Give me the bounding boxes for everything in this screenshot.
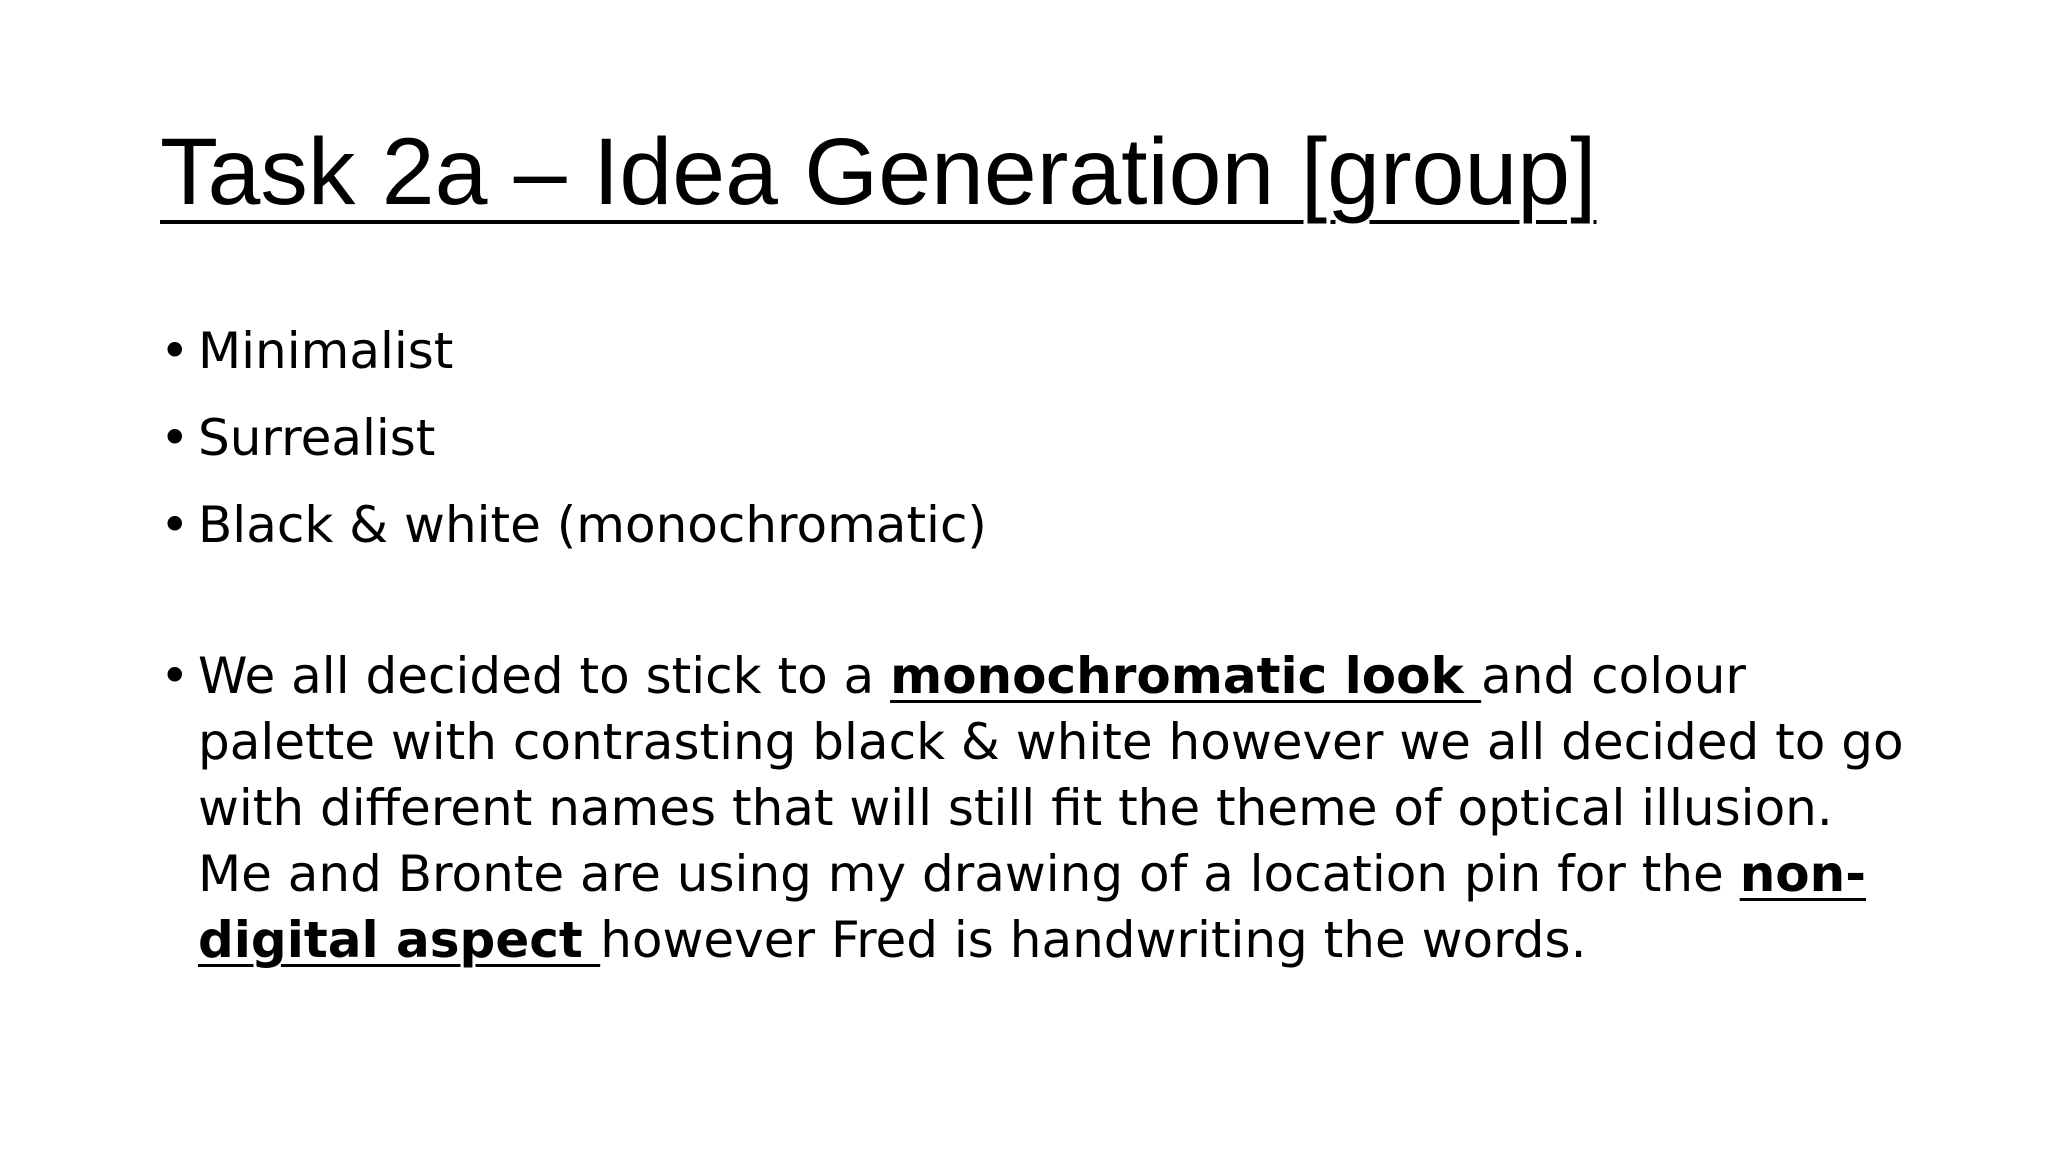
paragraph-text: and colour palette with contrasting black & white however we all decided to go with different names that will still fit the theme of optical illusion. Me and Bronte are using my drawing of a location pin for the xyxy=(198,647,1904,903)
paragraph-text: We all decided to stick to a xyxy=(198,647,891,705)
bullet-item xyxy=(160,492,1920,558)
paragraph-text: however Fred is handwriting the words. xyxy=(600,911,1587,969)
bullet-list xyxy=(160,318,1920,994)
bullet-dot: • xyxy=(160,409,190,467)
bullet-dot: • xyxy=(160,496,190,554)
bullet-item xyxy=(160,405,1920,471)
emphasis-non-digital-aspect: non-digital aspect xyxy=(198,845,1866,969)
bullet-dot: • xyxy=(160,322,190,380)
bullet-text: Surrealist xyxy=(198,409,436,467)
bullet-dot: • xyxy=(160,647,190,705)
bullet-text: Black & white (monochromatic) xyxy=(198,496,987,554)
emphasis-monochromatic-look: monochromatic look xyxy=(890,647,1482,705)
bullet-text: Minimalist xyxy=(198,322,454,380)
bullet-paragraph xyxy=(160,643,1920,973)
bullet-item xyxy=(160,318,1920,384)
slide-title: Task 2a – Idea Generation [group] xyxy=(160,119,1597,225)
